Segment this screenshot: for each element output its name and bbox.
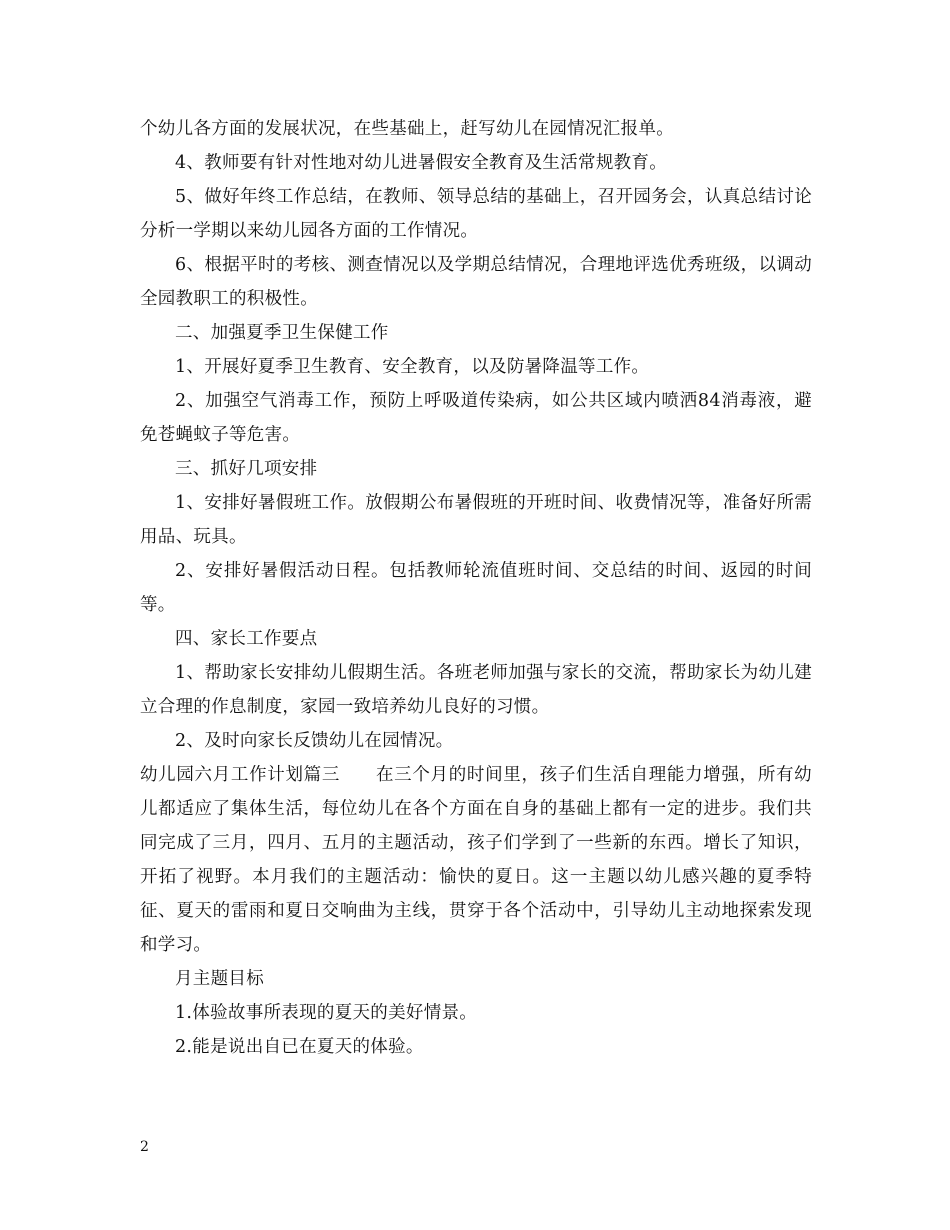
paragraph-item-4: 4、教师要有针对性地对幼儿进暑假安全教育及生活常规教育。 (175, 153, 668, 173)
chapter-paragraph (140, 758, 812, 962)
paragraph-arrangement-2: 2、安排好暑假活动日程。包括教师轮流值班时间、交总结的时间、返园的时间等。 (140, 561, 812, 615)
paragraph-item-6: 6、根据平时的考核、测查情况以及学期总结情况，合理地评选优秀班级，以调动全园教职工的积极性。 (140, 255, 812, 309)
paragraph-parents-2: 2、及时向家长反馈幼儿在园情况。 (175, 731, 454, 751)
section-heading-parents: 四、家长工作要点 (175, 629, 318, 649)
paragraph-hygiene-2: 2、加强空气消毒工作，预防上呼吸道传染病，如公共区域内喷洒84消毒液，避免苍蝇蚊子等危害。 (140, 391, 812, 445)
paragraph-hygiene-1: 1、开展好夏季卫生教育、安全教育，以及防暑降温等工作。 (175, 357, 650, 377)
paragraph-continuation: 个幼儿各方面的发展状况，在些基础上，赶写幼儿在园情况汇报单。 (140, 119, 674, 139)
theme-goals-heading: 月主题目标 (175, 969, 264, 989)
paragraph-item-5: 5、做好年终工作总结，在教师、领导总结的基础上，召开园务会，认真总结讨论分析一学期以来幼儿园各方面的工作情况。 (140, 187, 812, 241)
chapter-title: 幼儿园六月工作计划篇三 (140, 765, 340, 785)
paragraph-arrangement-1: 1、安排好暑假班工作。放假期公布暑假班的开班时间、收费情况等，准备好所需用品、玩具。 (140, 493, 812, 547)
section-heading-arrangements: 三、抓好几项安排 (175, 459, 318, 479)
section-heading-hygiene: 二、加强夏季卫生保健工作 (175, 323, 389, 343)
goal-item-2: 2.能是说出自已在夏天的体验。 (175, 1037, 424, 1057)
page-number: 2 (140, 1139, 149, 1155)
goal-item-1: 1.体验故事所表现的夏天的美好情景。 (175, 1003, 478, 1023)
paragraph-parents-1: 1、帮助家长安排幼儿假期生活。各班老师加强与家长的交流，帮助家长为幼儿建立合理的作息制度，家园一致培养幼儿良好的习惯。 (140, 663, 812, 717)
document-body (140, 112, 812, 1064)
chapter-body: 在三个月的时间里，孩子们生活自理能力增强，所有幼儿都适应了集体生活，每位幼儿在各个方面在自身的基础上都有一定的进步。我们共同完成了三月，四月、五月的主题活动，孩子们学到了一些新的东西。增长了知识，开拓了视野。本月我们的主题活动：愉快的夏日。这一主题以幼儿感兴趣的夏季特征、夏天的雷雨和夏日交响曲为主线，贯穿于各个活动中，引导幼儿主动地探索发现和学习。 (140, 765, 812, 955)
